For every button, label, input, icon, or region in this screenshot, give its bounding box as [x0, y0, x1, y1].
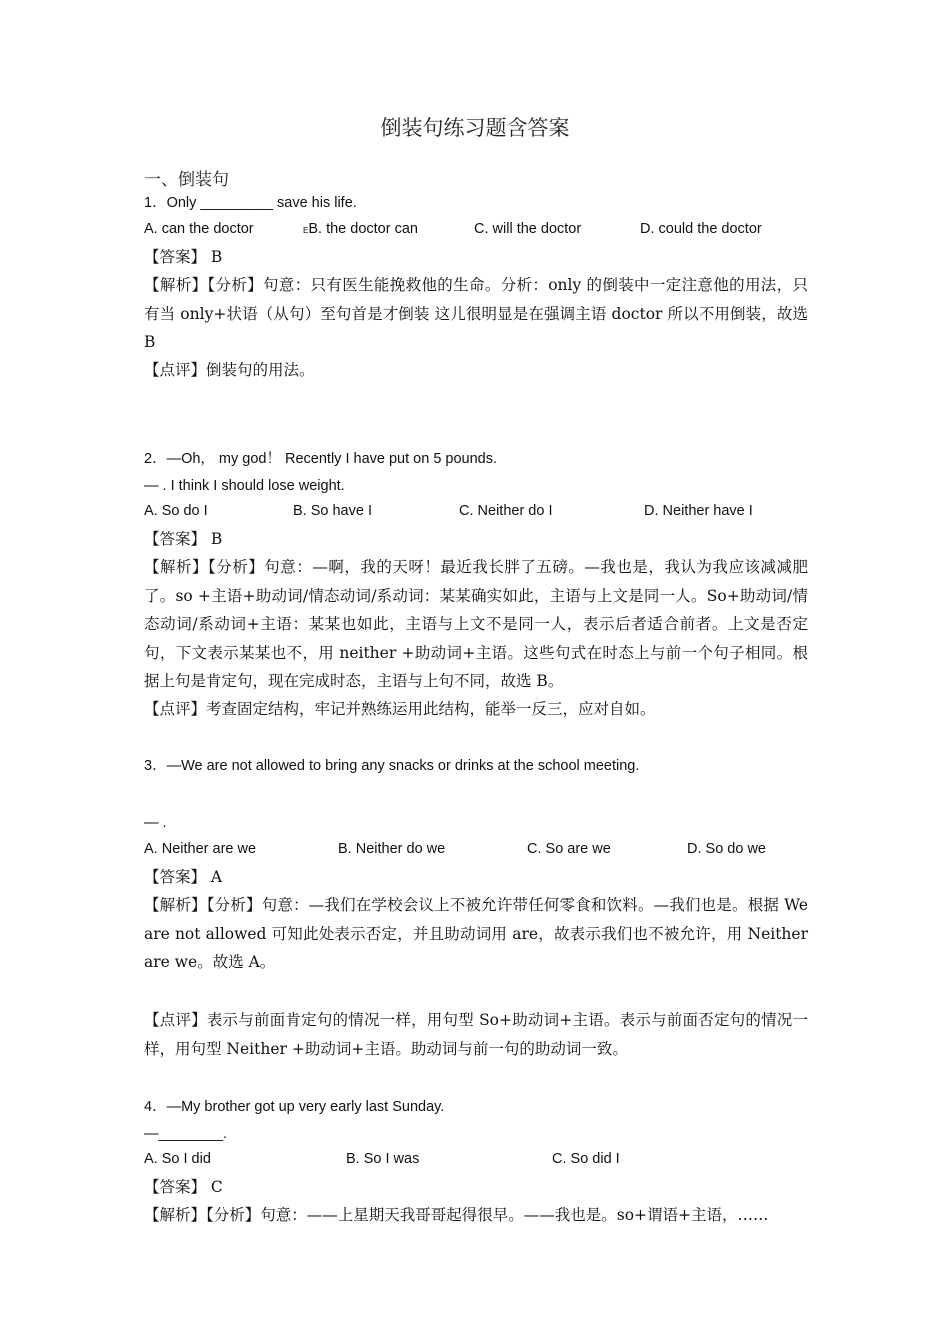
q1-comment: 【点评】倒装句的用法。 — [144, 361, 315, 379]
q1-stem: 1．Only _________ save his life. — [144, 195, 357, 211]
q4-option-a: A. So I did — [144, 1151, 211, 1167]
q1-option-b-prefix: E — [303, 226, 309, 235]
q1-answer: 【答案】 B — [144, 248, 223, 266]
q2-answer: 【答案】 B — [144, 530, 223, 548]
q1-option-d: D. could the doctor — [640, 221, 762, 237]
q3-stem-reply: — . — [144, 815, 167, 831]
q4-stem-reply: —________. — [144, 1126, 228, 1142]
q4-analysis: 【解析】【分析】句意：——上星期天我哥哥起得很早。——我也是。so+谓语+主语，…… — [144, 1206, 769, 1224]
q3-stem: 3．—We are not allowed to bring any snacks or drinks at the school meeting. — [144, 758, 640, 774]
q4-option-c: C. So did I — [552, 1151, 620, 1167]
q3-answer: 【答案】 A — [144, 868, 223, 886]
q3-comment: 【点评】表示与前面肯定句的情况一样，用句型 So+助动词+主语。表示与前面否定句的情况一样，用句型 Neither +助动词+主语。助动词与前一句的助动词一致。 — [144, 1011, 808, 1058]
section-heading: 一、倒装句 — [144, 170, 229, 190]
q1-analysis: 【解析】【分析】句意：只有医生能挽救他的生命。分析：only 的倒装中一定注意他的用法，只有当 only+状语（从句）至句首是才倒装 这儿很明显是在强调主语 doctor 所以不用倒装，故选 B — [144, 276, 808, 351]
q4-option-b: B. So I was — [346, 1151, 420, 1167]
document-title: 倒装句练习题含答案 — [380, 116, 570, 140]
q1-option-b-text: B. the doctor can — [308, 221, 418, 237]
q1-option-a: A. can the doctor — [144, 221, 254, 237]
q4-stem: 4．—My brother got up very early last Sunday. — [144, 1099, 445, 1115]
q2-comment: 【点评】考查固定结构，牢记并熟练运用此结构，能举一反三，应对自如。 — [144, 700, 656, 718]
q2-stem-reply: — . I think I should lose weight. — [144, 478, 345, 494]
q3-analysis: 【解析】【分析】句意：—我们在学校会议上不被允许带任何零食和饮料。—我们也是。根据 We are not allowed 可知此处表示否定，并且助动词用 are，故表示我们也不被允许，用 Neither are we。故选 A。 — [144, 896, 808, 971]
q2-option-d: D. Neither have I — [644, 503, 753, 519]
q1-option-b — [303, 221, 418, 237]
q3-option-c: C. So are we — [527, 841, 611, 857]
q1-option-c: C. will the doctor — [474, 221, 582, 237]
q2-analysis: 【解析】【分析】句意：—啊，我的天呀！最近我长胖了五磅。—我也是，我认为我应该减减肥了。so +主语+助动词/情态动词/系动词：某某确实如此，主语与上文是同一人。So+助动词/情态动词/系动词+主语：某某也如此，主语与上文不是同一人，表示后者适合前者。上文是否定句，下文表示某某也不，用 neither +助动词+主语。这些句式在时态上与前一个句子相同。根据上句是肯定句，现在完成时态，主语与上句不同，故选 B。 — [144, 558, 808, 690]
q2-option-a: A. So do I — [144, 503, 208, 519]
q2-stem: 2．—Oh， my god！ Recently I have put on 5 pounds. — [144, 451, 498, 467]
q2-option-b: B. So have I — [293, 503, 372, 519]
q2-option-c: C. Neither do I — [459, 503, 553, 519]
q4-answer: 【答案】 C — [144, 1178, 223, 1196]
q3-option-d: D. So do we — [687, 841, 766, 857]
q3-option-b: B. Neither do we — [338, 841, 446, 857]
q3-option-a: A. Neither are we — [144, 841, 257, 857]
